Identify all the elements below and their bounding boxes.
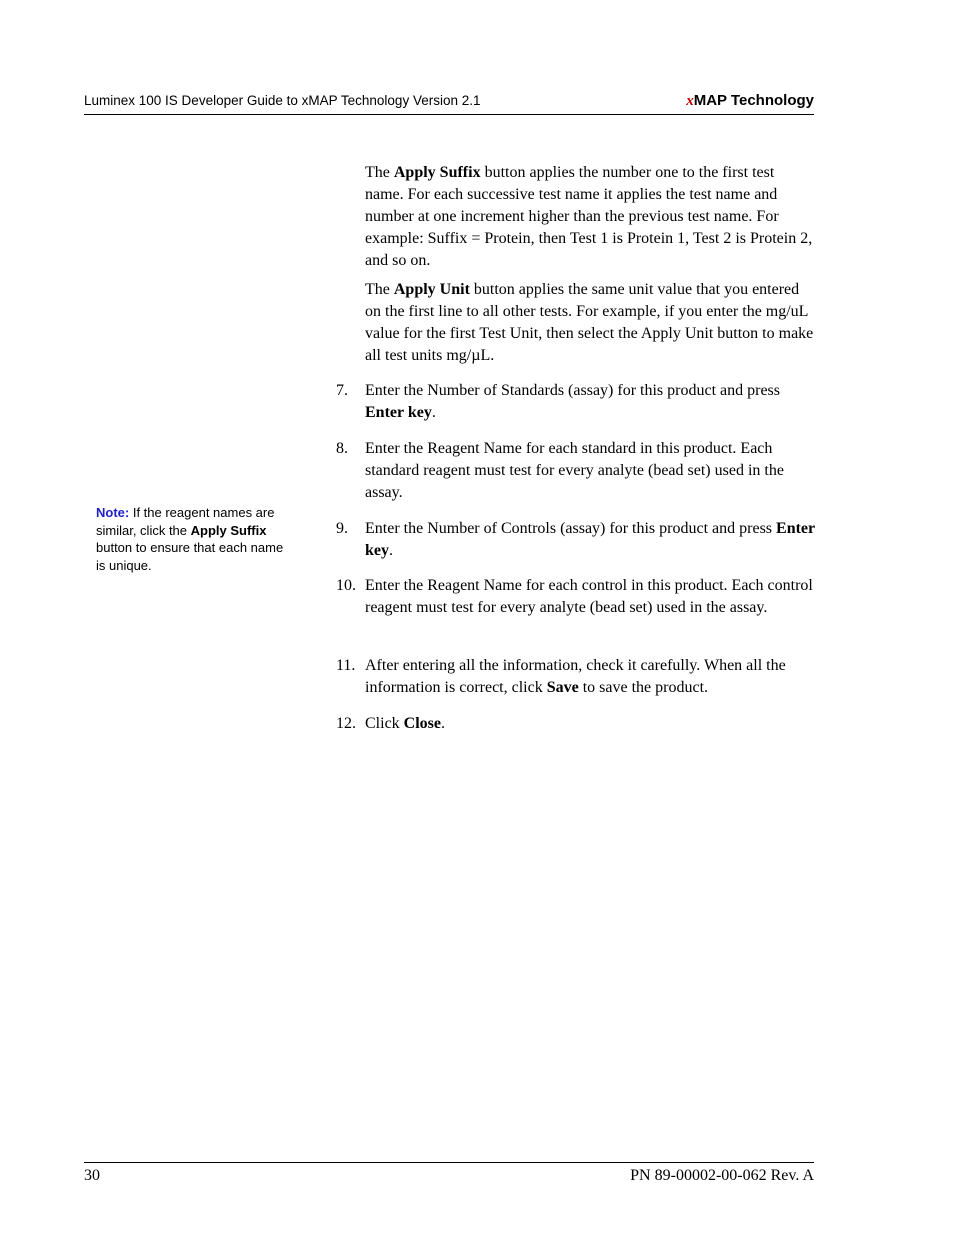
apply-unit-term: Apply Unit <box>393 281 470 298</box>
step-number: 12. <box>336 715 356 732</box>
step-text: Enter the Number of Standards (assay) for this product and press Enter key. <box>365 382 780 421</box>
step-text: Enter the Reagent Name for each standard in this product. Each standard reagent must test for every analyte (bead set) used in the assay. <box>365 440 784 501</box>
step-text: Enter the Reagent Name for each control in this product. Each control reagent must test for every analyte (bead set) used in the assay. <box>365 577 813 616</box>
apply-unit-paragraph: The Apply Unit button applies the same unit value that you entered on the first line to all other tests. For example, if you enter the mg/uL value for the first Test Unit, then select the Apply Unit button to make all test units mg/µL. <box>365 281 814 364</box>
apply-suffix-paragraph: The Apply Suffix button applies the number one to the first test name. For each successive test name it applies the test name and number at one increment higher than the previous test name. For example: Suffix = Protein, then Test 1 is Protein 1, Test 2 is Protein 2, and so on. <box>365 164 813 269</box>
brand-x: x <box>686 93 694 109</box>
step-number: 7. <box>336 382 348 399</box>
step-number: 9. <box>336 520 348 537</box>
step-text: Enter the Number of Controls (assay) for this product and press Enter key. <box>365 520 815 559</box>
part-number: PN 89-00002-00-062 Rev. A <box>630 1167 814 1184</box>
page-header <box>84 90 814 115</box>
step-number: 8. <box>336 440 348 457</box>
page-number: 30 <box>84 1167 100 1184</box>
step-text: Click Close. <box>365 715 445 732</box>
note-label: Note: <box>96 505 130 520</box>
step-number: 11. <box>336 657 356 674</box>
step-number: 10. <box>336 577 356 594</box>
side-note: Note: If the reagent names are similar, click the Apply Suffix button to ensure that each name is unique. <box>96 505 284 573</box>
apply-suffix-term: Apply Suffix <box>393 164 481 181</box>
step-text: After entering all the information, check it carefully. When all the information is correct, click Save to save the product. <box>365 657 786 696</box>
brand-rest: MAP Technology <box>693 92 814 109</box>
footer-divider <box>84 1162 814 1163</box>
brand-label <box>686 92 814 110</box>
document-title: Luminex 100 IS Developer Guide to xMAP Technology Version 2.1 <box>84 93 481 108</box>
